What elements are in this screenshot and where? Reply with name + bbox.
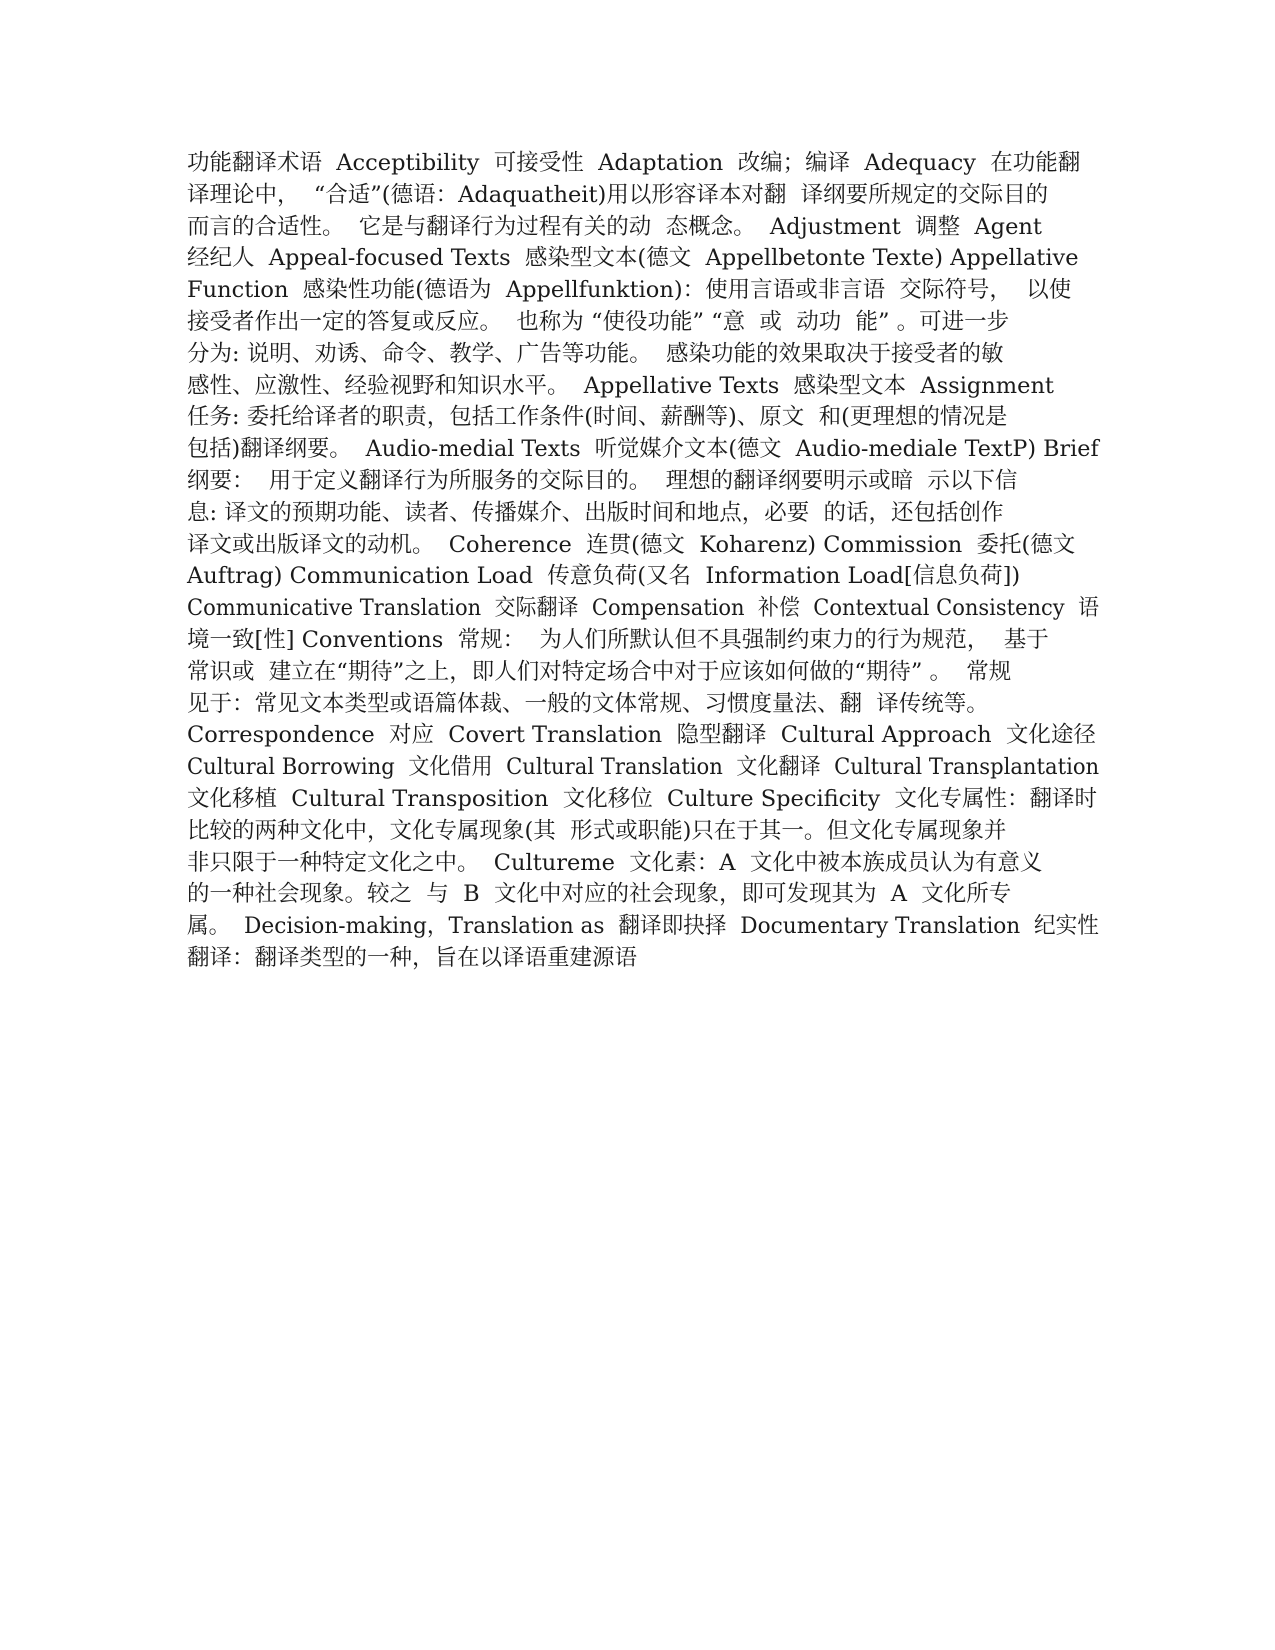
- text-line: 接受者作出一定的答复或反应。 也称为 “使役功能” “意 或 动功 能” 。可进一步: [187, 308, 1010, 335]
- text-line: 感性、应激性、经验视野和知识水平。 Appellative Texts 感染型文本 Assignment: [187, 372, 1054, 399]
- text-line: 纲要： 用于定义翻译行为所服务的交际目的。 理想的翻译纲要明示或暗 示以下信: [187, 467, 1018, 494]
- text-line: Function 感染性功能(德语为 Appellfunktion)：使用言语或非言语 交际符号， 以使: [187, 277, 1072, 304]
- text-line: Communicative Translation 交际翻译 Compensation 补偿 Contextual Consistency 语: [187, 595, 1100, 622]
- text-line: 非只限于一种特定文化之中。 Cultureme 文化素：A 文化中被本族成员认为有意义: [187, 849, 1043, 876]
- text-line: 息: 译文的预期功能、读者、传播媒介、出版时间和地点，必要 的话，还包括创作: [187, 499, 1004, 526]
- text-line: 而言的合适性。 它是与翻译行为过程有关的动 态概念。 Adjustment 调整 Agent: [187, 213, 1042, 240]
- text-line: Correspondence 对应 Covert Translation 隐型翻译 Cultural Approach 文化途径: [187, 722, 1096, 749]
- text-line: 功能翻译术语 Acceptibility 可接受性 Adaptation 改编；编译 Adequacy 在功能翻: [187, 150, 1081, 176]
- text-line: 境一致[性] Conventions 常规： 为人们所默认但不具强制约束力的行为规范， 基于: [187, 626, 1049, 653]
- text-line: 包括)翻译纲要。 Audio-medial Texts 听觉媒介文本(德文 Audio-mediale TextP) Brief: [187, 436, 1099, 463]
- text-line: 分为: 说明、劝诱、命令、教学、广告等功能。 感染功能的效果取决于接受者的敏: [187, 340, 1004, 367]
- text-line: 的一种社会现象。较之 与 B 文化中对应的社会现象，即可发现其为 A 文化所专: [187, 881, 1012, 908]
- text-line: 见于：常见文本类型或语篇体裁、一般的文体常规、习惯度量法、翻 译传统等。: [187, 690, 989, 717]
- text-line: 属。 Decision-making，Translation as 翻译即抉择 Documentary Translation 纪实性: [187, 913, 1099, 940]
- text-line: 比较的两种文化中，文化专属现象(其 形式或职能)只在于其一。但文化专属现象并: [187, 817, 1007, 844]
- body-text: [187, 148, 1099, 975]
- text-line: 译文或出版译文的动机。 Coherence 连贯(德文 Koharenz) Commission 委托(德文: [187, 531, 1076, 558]
- text-line: 文化移植 Cultural Transposition 文化移位 Culture Specificity 文化专属性：翻译时: [187, 785, 1097, 812]
- text-line: Cultural Borrowing 文化借用 Cultural Translation 文化翻译 Cultural Transplantation: [187, 754, 1100, 781]
- text-line: 翻译：翻译类型的一种，旨在以译语重建源语: [187, 944, 638, 971]
- text-line: 任务: 委托给译者的职责，包括工作条件(时间、薪酬等)、原文 和(更理想的情况是: [187, 404, 1008, 431]
- text-line: 经纪人 Appeal-focused Texts 感染型文本(德文 Appellbetonte Texte) Appellative: [187, 245, 1079, 272]
- text-line: 译理论中， “合适”(德语：Adaquatheit)用以形容译本对翻 译纲要所规定的交际目的: [187, 181, 1049, 208]
- text-line: Auftrag) Communication Load 传意负荷(又名 Information Load[信息负荷]): [187, 563, 1021, 590]
- text-line: 常识或 建立在“期待”之上，即人们对特定场合中对于应该如何做的“期待” 。 常规: [187, 658, 1012, 685]
